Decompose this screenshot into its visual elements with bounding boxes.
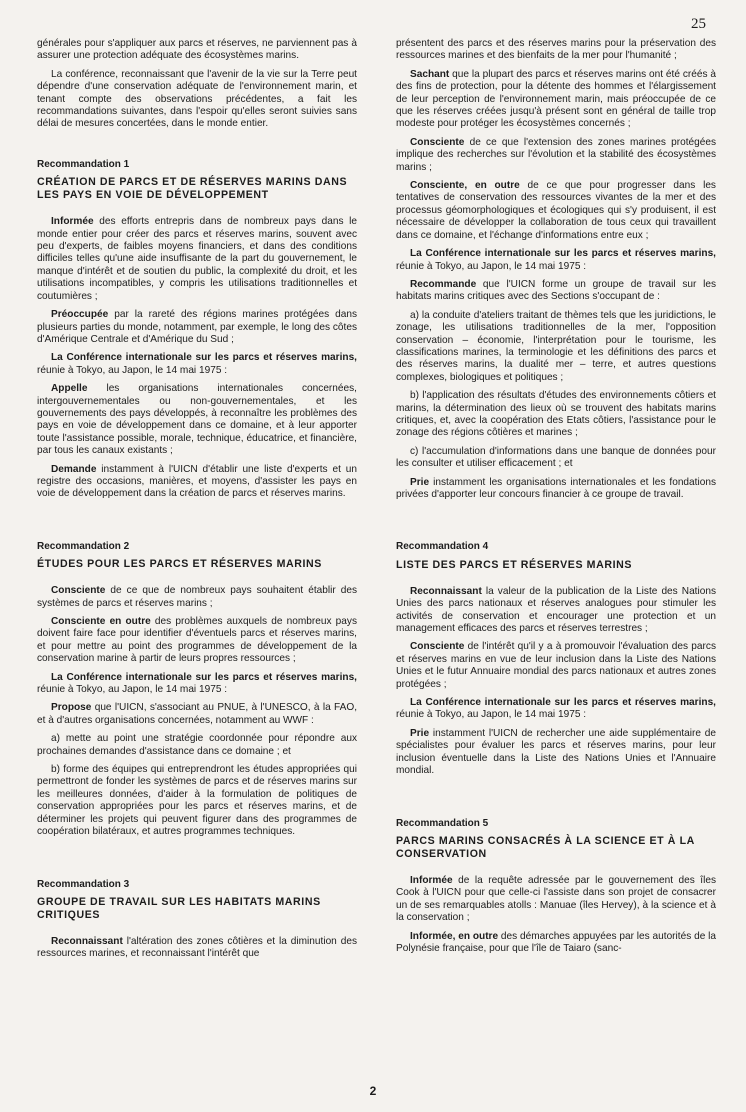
recommendation-3-continued [396,38,716,501]
paragraph-text: réunie à Tokyo, au Japon, le 14 mai 1975 : [37,364,228,376]
paragraph [396,697,716,722]
paragraph [37,383,357,457]
recommendation-title: LISTE DES PARCS ET RÉSERVES MARINS [396,558,633,571]
paragraph-text: b) l'application des résultats d'études des environnements côtiers et marins, la détermination des lieux où se trouvent des habitats marins critiques, et, avec la coopération des Etats côtiers, l'assistance pour le zonage des régions côtières et marines ; [396,390,716,439]
paragraph [396,248,716,273]
paragraph-lead: Prie [410,727,430,739]
paragraph [396,69,716,131]
paragraph [37,764,357,838]
paragraph-text: de ce que de nombreux pays souhaitent établir des systèmes de parcs et réserves marins ; [37,585,357,609]
paragraph-lead: Consciente [410,136,465,148]
recommendation-title: GROUPE DE TRAVAIL SUR LES HABITATS MARINS CRITIQUES [37,895,321,921]
paragraph-text: des démarches appuyées par les autorités de la Polynésie française, pour que l'île de Taiaro (sanc- [396,930,716,954]
paragraph [396,38,716,63]
paragraph-text: des problèmes auxquels de nombreux pays doivent faire face pour identifier d'éventuels parcs et réserves marins, et pour mettre au point des programmes de développement de la conservation marine à partir de leurs propres ressources ; [37,616,357,665]
paragraph-lead: La Conférence internationale sur les parcs et réserves marins, [51,352,357,364]
paragraph-text: l'altération des zones côtières et la diminution des ressources marines, et reconnaissant l'intérêt que [37,935,357,960]
paragraph [37,702,357,727]
paragraph-lead: Appelle [51,383,88,395]
paragraph-lead: Informée [410,874,453,886]
paragraph-text: les organisations internationales concernées, intergouvernementales ou non-gouvernementales, et les gouvernements des pays développés, à reconnaître les problèmes des pays en voie de développement dans ce domaine, et à leur apporter toute l'assistance possible, morale, technique, éducatrice, et financière, par tous les canaux existants ; [37,383,357,457]
paragraph-text: que l'UICN forme un groupe de travail sur les habitats marins critiques avec des Sections s'occupant de : [396,278,716,303]
paragraph-lead: La Conférence internationale sur les parcs et réserves marins, [51,671,357,683]
paragraph [37,733,357,758]
left-column [37,38,357,967]
paragraph [37,309,357,346]
paragraph [396,137,716,174]
paragraph-text: présentent des parcs et des réserves marins pour la préservation des ressources marines et des bienfaits de la mer pour l'humanité ; [396,38,716,62]
paragraph [396,446,716,471]
paragraph-lead: Préoccupée [51,309,109,321]
paragraph-text: par la rareté des régions marines protégées dans plusieurs parties du monde, notamment, par exemple, le long des côtes d'Amérique Centrale et d'Amérique du Sud ; [37,309,357,345]
recommendation-label: Recommandation 5 [396,817,489,829]
paragraph [396,477,716,502]
paragraph [37,616,357,666]
paragraph-text: réunie à Tokyo, au Japon, le 14 mai 1975 : [396,260,587,272]
paragraph-text: instamment l'UICN de rechercher une aide supplémentaire de spécialistes pour évaluer les parcs et réserves marins, pour leur inclusion éventuelle dans la Liste des Nations Unies et l'Annuaire mondial. [396,727,716,777]
page-number-bottom: 2 [369,1084,377,1098]
recommendation-title: CRÉATION DE PARCS ET DE RÉSERVES MARINS DANS LES PAYS EN VOIE DE DÉVELOPPEMENT [37,176,348,202]
paragraph-lead: Sachant [410,68,450,80]
paragraph-text: de ce que l'extension des zones marines protégées implique des recherches sur l'évolution et la stabilité des écosystèmes marins ; [396,136,716,173]
page-number-top: 25 [691,16,706,32]
paragraph-text: de la requête adressée par le gouvernement des îles Cook à l'UICN pour que celle-ci l'assiste dans son projet de consacrer un de ses remarquables atolls : Manuae (îles Hervey), à la science et à la conservation ; [396,874,716,924]
paragraph-text: réunie à Tokyo, au Japon, le 14 mai 1975 : [396,709,587,721]
paragraph-text: instamment à l'UICN d'établir une liste d'experts et un registre des occasions, manières, et moyens, d'assister les pays en voie de développement dans la création de parcs et réserves marins. [37,463,357,500]
paragraph-lead: Informée, en outre [410,930,499,942]
paragraph-lead: Prie [410,476,430,488]
paragraph-lead: La Conférence internationale sur les parcs et réserves marins, [410,697,716,709]
paragraph-lead: Consciente [410,641,465,653]
paragraph [396,931,716,956]
paragraph [396,875,716,925]
recommendation-label: Recommandation 1 [37,158,130,170]
paragraph-text: que l'UICN, s'associant au PNUE, à l'UNESCO, à la FAO, et à d'autres organisations concernées, notamment au WWF : [37,702,357,726]
paragraph-lead: Consciente, en outre [410,180,520,192]
paragraph-lead: Consciente en outre [51,616,151,627]
paragraph [396,390,716,440]
paragraph-lead: Reconnaissant [51,935,123,947]
paragraph [396,180,716,242]
recommendation-title: ÉTUDES POUR LES PARCS ET RÉSERVES MARINS [37,558,322,571]
recommendation-label: Recommandation 4 [396,541,489,553]
paragraph-text: de l'intérêt qu'il y a à promouvoir l'évaluation des parcs et réserves marins en vue de leur inclusion dans la Liste des Nations Unies et le futur Annuaire mondial des parcs nationaux et autres zones protégées ; [396,641,716,690]
paragraph [37,585,357,610]
right-column [396,38,716,961]
paragraph-text: de ce que pour progresser dans les tentatives de conservation des ressources vivantes de la mer et des processus géomorphologiques et écologiques qui s'y produisent, il est nécessaire de développer la collaboration de tous ceux qui travaillent dans ce domaine, et l'échange d'informations entre eux ; [396,180,716,241]
paragraph-text: c) l'accumulation d'informations dans une banque de données pour les consulter et utiliser efficacement ; et [396,445,716,470]
paragraph-lead: Reconnaissant [410,585,482,597]
paragraph-lead: Informée [51,216,94,228]
paragraph [37,936,357,961]
paragraph [396,586,716,636]
recommendation-1 [37,159,357,501]
paragraph [396,641,716,691]
paragraph-text: la valeur de la publication de la Liste des Nations Unies des parcs nationaux et réserves analogues pour stimuler les activités de conservation et encourager une protection et un management efficaces des parcs et réserves terrestres ; [396,585,716,635]
paragraph [37,352,357,377]
intro-text [37,38,357,131]
paragraph [37,672,357,697]
recommendation-5 [396,818,716,956]
recommendation-3 [37,879,357,961]
paragraph-text: réunie à Tokyo, au Japon, le 14 mai 1975 : [37,684,228,696]
paragraph [37,216,357,303]
paragraph-text: instamment les organisations internationales et les fondations privées d'apporter leur concours financier à ce groupe de travail. [396,476,716,500]
recommendation-2 [37,541,357,839]
paragraph-lead: Propose [51,702,92,714]
paragraph [396,279,716,304]
paragraph-lead: Demande [51,463,97,475]
paragraph-lead: La Conférence internationale sur les parcs et réserves marins, [410,248,716,260]
paragraph-text: a) la conduite d'ateliers traitant de thèmes tels que les juridictions, le zonage, les utilisations traditionnelles de la mer, l'opposition conservation – économie, l'interprétation pour le tourisme, les classifications marines, la terminologie et les définitions des parcs et des réserves marins, la dualité mer – terre, et autres questions complexes, biologiques et politiques ; [396,309,716,383]
paragraph-lead: Consciente [51,585,106,597]
paragraph: générales pour s'appliquer aux parcs et réserves, ne parviennent pas à assurer une protection adéquate des écosystèmes marins. [37,38,357,62]
paragraph-lead: Recommande [410,278,477,290]
paragraph-text: des efforts entrepris dans de nombreux pays dans le monde entier pour créer des parcs et réserves marins, souvent avec peu d'experts, de faibles moyens financiers, et dans des conditions difficiles telles qu'une aide insuffisante de la part du gouvernement, le manque d'intérêt et de soutien du public, la complexité du droit, et les utilisations incompatibles, y compris les utilisations traditionnelles et coutumières ; [37,216,357,302]
recommendation-label: Recommandation 2 [37,540,130,552]
paragraph [396,310,716,384]
paragraph-text: b) forme des équipes qui entreprendront les études appropriées qui permettront de fonder les systèmes de parcs et de réserves marins sur les meilleures données, d'aider à la formulation de politiques de conservation appropriées pour les parcs et réserves marins, et de déterminer les projets qui peuvent figurer dans des programmes de coopération bilatéraux, et autres programmes techniques. [37,764,357,838]
paragraph [396,728,716,778]
paragraph-text: que la plupart des parcs et réserves marins ont été créés à des fins de protection, pour la détente des hommes et l'élargissement de leur perception de l'environnement marin, mais préoccupée de ce que les réserves créées jusqu'à présent sont en général de taille trop modeste pour protéger les écosystèmes concernés ; [396,68,716,130]
paragraph: La conférence, reconnaissant que l'avenir de la vie sur la Terre peut dépendre d'une conservation adéquate de l'environnement marin, et tenant compte des observations précédentes, a fait les recommandations suivantes, dans l'espoir qu'elles seront suivies sans délai de mesures concertées, dans le monde entier. [37,68,357,130]
recommendation-title: PARCS MARINS CONSACRÉS À LA SCIENCE ET À LA CONSERVATION [396,834,695,860]
paragraph [37,464,357,501]
paragraph-text: a) mette au point une stratégie coordonnée pour répondre aux prochaines demandes d'assistance dans ce domaine ; et [37,733,357,757]
recommendation-4 [396,541,716,777]
recommendation-label: Recommandation 3 [37,878,130,890]
